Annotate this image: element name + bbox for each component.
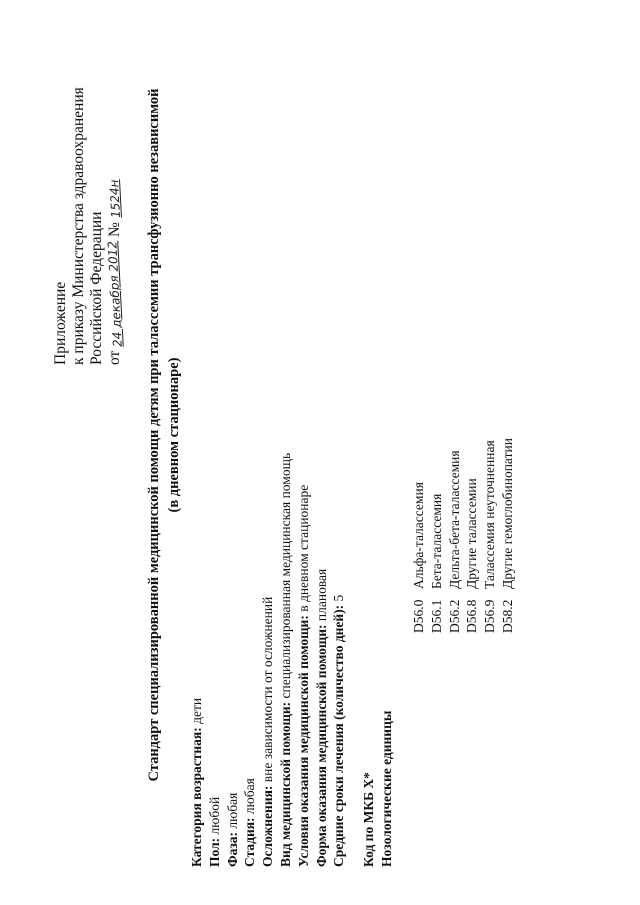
param-treatment-duration (330, 453, 348, 867)
nosology-label: Нозологические единицы (378, 710, 394, 867)
appendix-line-3: Российской Федерации (88, 211, 105, 365)
param-value: 5 (331, 594, 347, 602)
param-value: плановая (313, 568, 329, 622)
standard-title (144, 55, 184, 815)
list-item (463, 438, 481, 633)
list-item (428, 438, 446, 633)
param-value: дети (189, 697, 204, 724)
order-number-sign: № (106, 222, 123, 237)
list-item (499, 438, 517, 633)
param-label: Осложнения: (260, 785, 276, 867)
diagnosis-name: Бета-талассемия (428, 493, 444, 589)
appendix-order-line (106, 87, 124, 365)
param-value: любая (224, 792, 240, 829)
icd-code-label: Код по МКБ X* (361, 772, 376, 867)
icd-code-list (410, 438, 517, 633)
param-label: Категория возрастная: (189, 727, 204, 867)
handwritten-order-number: 1524н (107, 179, 123, 219)
param-phase (224, 453, 242, 867)
param-label: Условия оказания медицинской помощи: (295, 615, 311, 867)
param-label: Фаза: (224, 831, 240, 867)
param-complications (259, 453, 277, 867)
diagnosis-name: Другие талассемии (464, 478, 480, 589)
diagnosis-name: Талассемия неуточненная (482, 440, 498, 589)
diagnosis-name: Дельта-бета-талассемия (446, 450, 462, 589)
appendix-line-1: Приложение (52, 281, 69, 365)
param-label: Форма оказания медицинской помощи: (313, 624, 329, 867)
diagnosis-name: Другие гемоглобинопатии (499, 438, 515, 589)
icd-code: D56.1 (428, 599, 444, 633)
param-age-category (188, 453, 206, 867)
handwritten-date: 24 декабря 2012 (105, 240, 125, 348)
param-label: Стадия: (242, 817, 258, 867)
list-item (410, 438, 428, 633)
param-sex (206, 453, 224, 867)
appendix-order-prefix: от (106, 350, 123, 365)
title-line-1: Стандарт специализированной медицинской помощи детям при талассемии трансфузионно независимой (146, 88, 162, 782)
param-value: любая (242, 778, 258, 815)
list-item (481, 438, 499, 633)
param-stage (241, 453, 259, 867)
param-care-conditions (295, 453, 313, 867)
icd-code: D56.0 (411, 599, 426, 633)
icd-code: D58.2 (499, 599, 515, 633)
param-value: вне зависимости от осложнений (260, 596, 276, 783)
appendix-header (52, 87, 124, 365)
param-care-form (313, 453, 331, 867)
param-label: Пол: (206, 837, 222, 867)
appendix-line-2: к приказу Министерства здравоохранения (70, 87, 87, 365)
param-value: в дневном стационаре (295, 484, 311, 612)
icd-code: D56.2 (446, 599, 462, 633)
param-label: Вид медицинской помощи: (277, 701, 293, 867)
icd-section-labels (360, 711, 396, 867)
param-value: любой (206, 796, 222, 835)
icd-code: D56.9 (482, 599, 498, 633)
diagnosis-name: Альфа-талассемия (411, 482, 426, 589)
param-label: Средние сроки лечения (количество дней): (331, 604, 347, 867)
icd-code: D56.8 (464, 599, 480, 633)
title-line-2: (в дневном стационаре) (166, 357, 182, 513)
list-item (446, 438, 464, 633)
param-care-type (277, 453, 295, 867)
param-value: специализированная медицинская помощь (277, 452, 293, 699)
standard-parameters (188, 453, 348, 867)
